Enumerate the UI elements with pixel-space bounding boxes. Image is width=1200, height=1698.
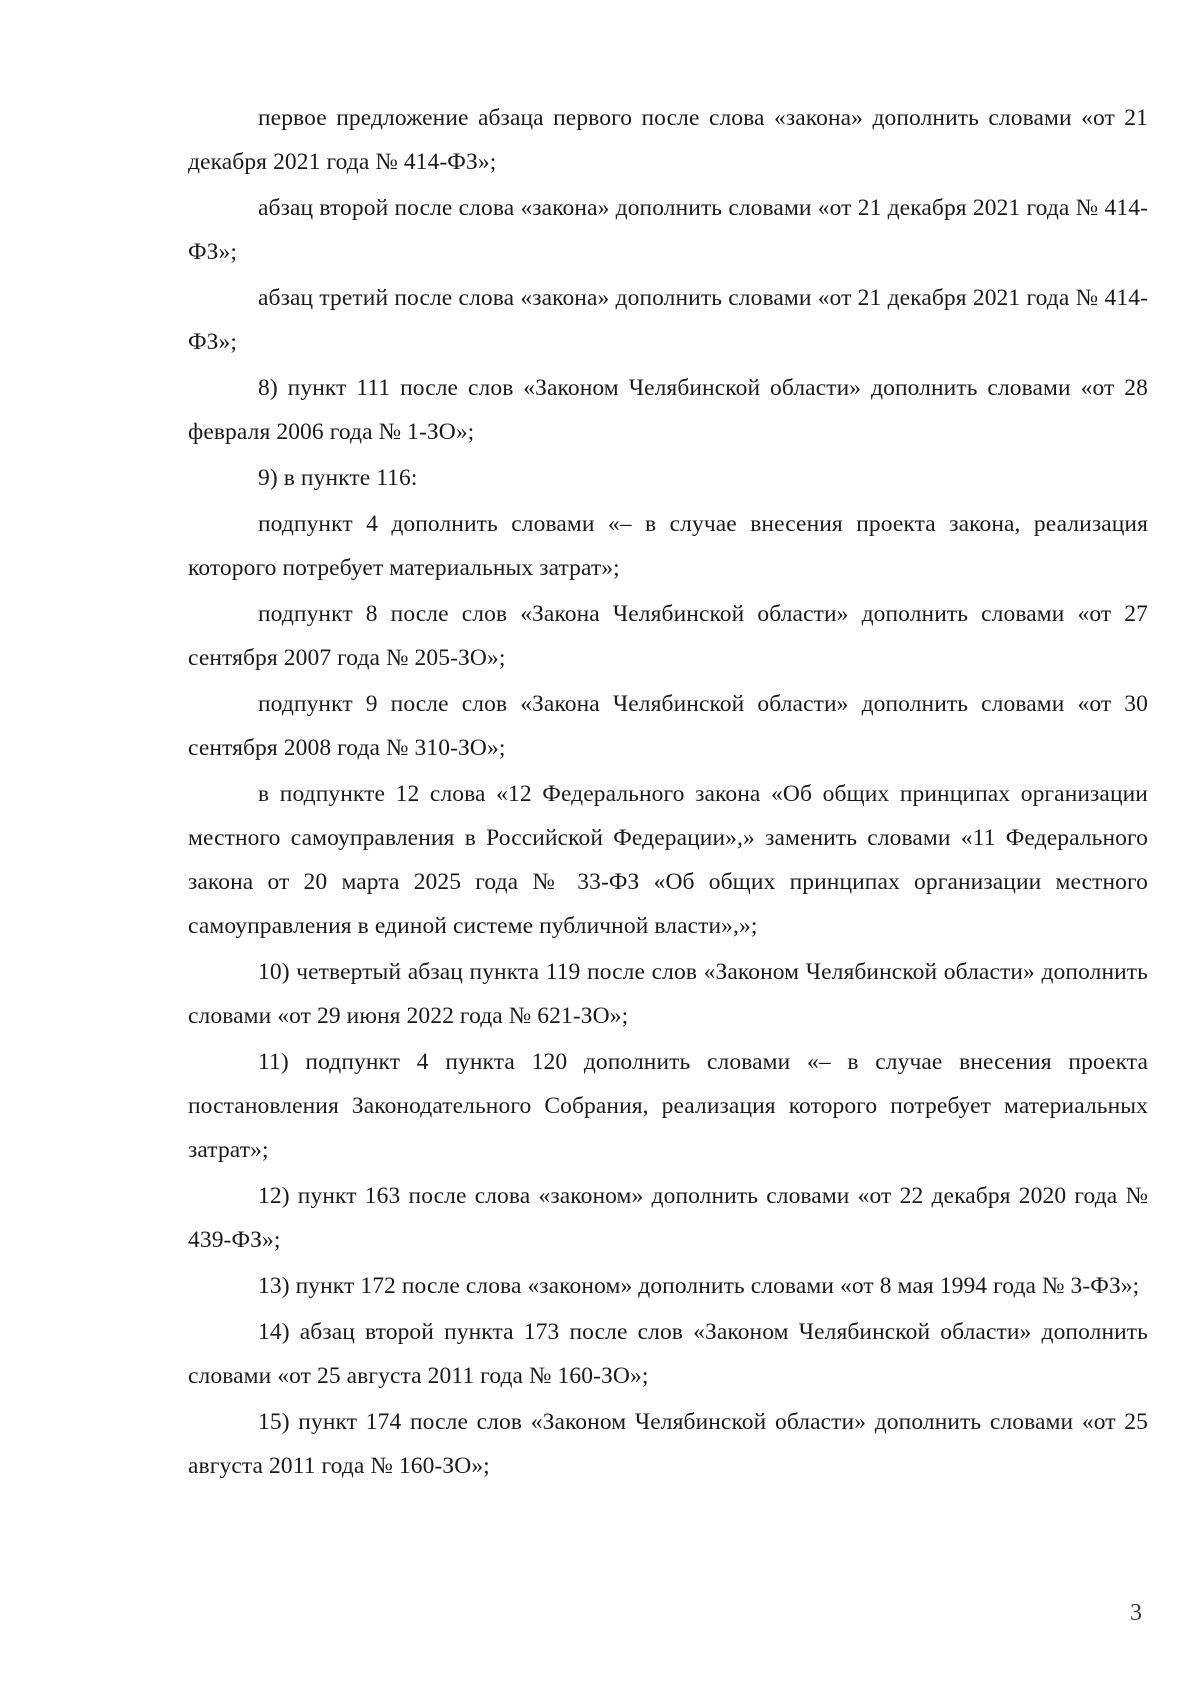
paragraph: 14) абзац второй пункта 173 после слов «Законом Челябинской области» дополнить словами «от 25 августа 2011 года № 160-ЗО»; <box>188 1319 1148 1389</box>
document-page <box>188 96 1148 1490</box>
paragraph: подпункт 9 после слов «Закона Челябинской области» дополнить словами «от 30 сентября 2008 года № 310-ЗО»; <box>188 691 1148 761</box>
paragraph: 12) пункт 163 после слова «законом» дополнить словами «от 22 декабря 2020 года № 439-ФЗ»; <box>188 1183 1148 1253</box>
paragraph: абзац второй после слова «закона» дополнить словами «от 21 декабря 2021 года № 414-ФЗ»; <box>188 195 1148 265</box>
paragraph: 9) в пункте 116: <box>258 465 418 491</box>
paragraph: подпункт 8 после слов «Закона Челябинской области» дополнить словами «от 27 сентября 2007 года № 205-ЗО»; <box>188 601 1148 671</box>
paragraph: подпункт 4 дополнить словами «– в случае внесения проекта закона, реализация которого потребует материальных затрат»; <box>188 511 1148 581</box>
page-number: 3 <box>1130 1600 1142 1626</box>
paragraph: 11) подпункт 4 пункта 120 дополнить словами «– в случае внесения проекта постановления Законодательного Собрания, реализация которого потребует материальных затрат»; <box>188 1049 1148 1163</box>
paragraph: 8) пункт 111 после слов «Законом Челябинской области» дополнить словами «от 28 февраля 2006 года № 1-ЗО»; <box>188 375 1148 445</box>
paragraph: 10) четвертый абзац пункта 119 после слов «Законом Челябинской области» дополнить словами «от 29 июня 2022 года № 621-ЗО»; <box>188 959 1148 1029</box>
paragraph: первое предложение абзаца первого после слова «закона» дополнить словами «от 21 декабря 2021 года № 414-ФЗ»; <box>188 105 1148 175</box>
paragraph: 15) пункт 174 после слов «Законом Челябинской области» дополнить словами «от 25 августа 2011 года № 160-ЗО»; <box>188 1409 1148 1479</box>
paragraph: в подпункте 12 слова «12 Федерального закона «Об общих принципах организации местного самоуправления в Российской Федерации»,» заменить словами «11 Федерального закона от 20 марта 2025 года № 33-ФЗ «Об общих принципах организации местного самоуправления в единой системе публичной власти»,»; <box>188 781 1148 939</box>
paragraph: абзац третий после слова «закона» дополнить словами «от 21 декабря 2021 года № 414-ФЗ»; <box>188 285 1148 355</box>
paragraph: 13) пункт 172 после слова «законом» дополнить словами «от 8 мая 1994 года № 3-ФЗ»; <box>258 1273 1140 1299</box>
